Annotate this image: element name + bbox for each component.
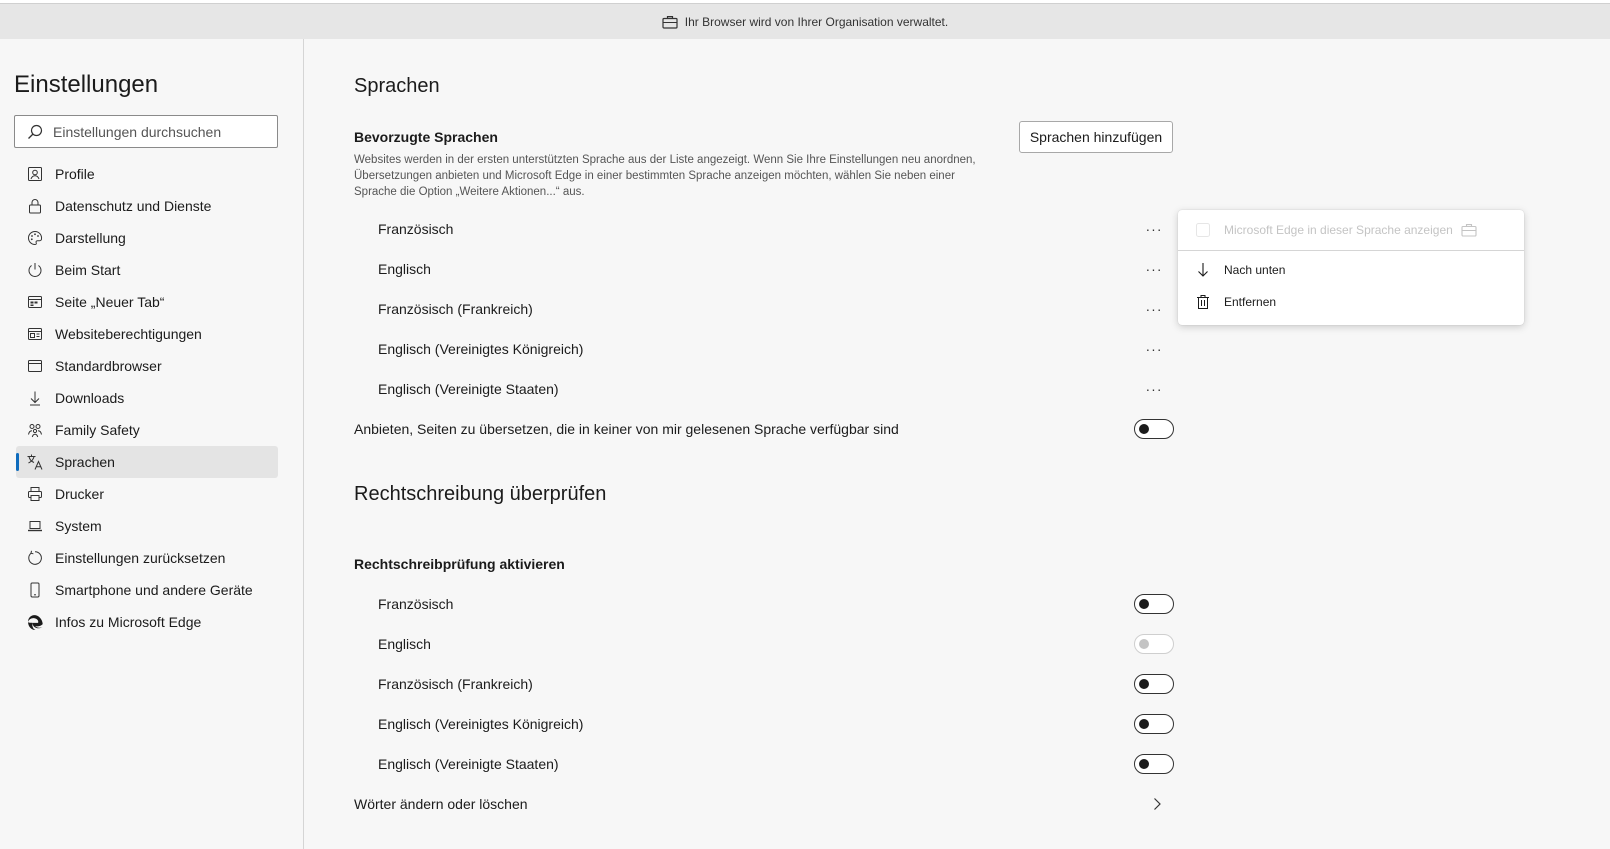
sidebar-item-label: Beim Start (55, 262, 121, 278)
spellcheck-language-row (378, 584, 1174, 624)
arrow-down-icon (1194, 262, 1212, 278)
sidebar-item-about[interactable] (16, 606, 278, 638)
edge-logo-icon (26, 613, 44, 631)
profile-icon (26, 165, 44, 183)
managed-banner-text: Ihr Browser wird von Ihrer Organisation verwaltet. (684, 14, 949, 29)
sidebar-item-label: Einstellungen zurücksetzen (55, 550, 226, 566)
preferred-languages-title: Bevorzugte Sprachen (354, 129, 498, 145)
language-label: Französisch (378, 221, 454, 237)
spellcheck-language-row (378, 624, 1174, 664)
more-actions-button[interactable]: ··· (1145, 301, 1163, 317)
sidebar-item-privacy[interactable] (16, 190, 278, 222)
sidebar-item-new-tab[interactable] (16, 286, 278, 318)
search-icon (27, 124, 43, 140)
languages-heading: Sprachen (354, 75, 440, 97)
preferred-language-row (378, 249, 1174, 289)
spellcheck-toggle[interactable] (1134, 674, 1174, 694)
more-actions-button[interactable]: ··· (1145, 341, 1163, 357)
sidebar-item-appearance[interactable] (16, 222, 278, 254)
sidebar-item-printers[interactable] (16, 478, 278, 510)
palette-icon (26, 229, 44, 247)
sidebar-item-label: System (55, 518, 102, 534)
site-permissions-icon (26, 325, 44, 343)
settings-sidebar (0, 39, 304, 849)
family-icon (26, 421, 44, 439)
language-label: Französisch (Frankreich) (378, 676, 533, 692)
more-actions-button[interactable]: ··· (1145, 221, 1163, 237)
printer-icon (26, 485, 44, 503)
preferred-language-row (378, 209, 1174, 249)
menu-item-move-down[interactable] (1178, 254, 1524, 286)
menu-item-label: Microsoft Edge in dieser Sprache anzeigen (1224, 223, 1453, 237)
spellcheck-language-row (378, 744, 1174, 784)
sidebar-item-start[interactable] (16, 254, 278, 286)
add-languages-button[interactable]: Sprachen hinzufügen (1019, 121, 1173, 153)
power-icon (26, 261, 44, 279)
sidebar-item-label: Downloads (55, 390, 125, 406)
spellcheck-enable-row (354, 544, 1174, 584)
language-label: Englisch (Vereinigtes Königreich) (378, 341, 584, 357)
preferred-language-row (378, 329, 1174, 369)
menu-separator (1178, 250, 1524, 251)
sidebar-item-label: Sprachen (55, 454, 115, 470)
browser-icon (26, 357, 44, 375)
menu-item-label: Entfernen (1224, 295, 1277, 309)
edit-words-row[interactable] (354, 784, 1174, 824)
sidebar-item-label: Infos zu Microsoft Edge (55, 614, 202, 630)
phone-icon (26, 581, 44, 599)
more-actions-button[interactable]: ··· (1145, 381, 1163, 397)
language-label: Französisch (378, 596, 454, 612)
checkbox-icon (1194, 222, 1212, 238)
download-icon (26, 389, 44, 407)
menu-item-label: Nach unten (1224, 263, 1286, 277)
sidebar-item-label: Profile (55, 166, 95, 182)
settings-nav (16, 158, 278, 638)
sidebar-item-phone[interactable] (16, 574, 278, 606)
languages-icon (26, 453, 44, 471)
spellcheck-toggle[interactable] (1134, 714, 1174, 734)
language-label: Englisch (Vereinigte Staaten) (378, 381, 559, 397)
sidebar-item-label: Datenschutz und Dienste (55, 198, 212, 214)
sidebar-item-label: Standardbrowser (55, 358, 162, 374)
new-tab-icon (26, 293, 44, 311)
preferred-language-row (378, 369, 1174, 409)
sidebar-item-site-permissions[interactable] (16, 318, 278, 350)
sidebar-item-reset[interactable] (16, 542, 278, 574)
language-label: Englisch (378, 636, 431, 652)
reset-icon (26, 549, 44, 567)
sidebar-item-downloads[interactable] (16, 382, 278, 414)
spellcheck-language-row (378, 664, 1174, 704)
briefcase-icon (1461, 223, 1477, 237)
spellcheck-language-row (378, 704, 1174, 744)
preferred-language-row (378, 289, 1174, 329)
settings-search-box[interactable] (14, 115, 278, 148)
spellcheck-heading: Rechtschreibung überprüfen (354, 483, 607, 505)
edit-words-label: Wörter ändern oder löschen (354, 796, 528, 812)
lock-icon (26, 197, 44, 215)
managed-banner (0, 3, 1610, 39)
trash-icon (1194, 294, 1212, 310)
spellcheck-enable-label: Rechtschreibprüfung aktivieren (354, 556, 565, 572)
spellcheck-toggle (1134, 634, 1174, 654)
preferred-languages-description: Websites werden in der ersten unterstützten Sprache aus der Liste angezeigt. Wenn Sie Ihre Einstellungen neu anordnen, Übersetzungen anbieten und Microsoft Edge in einer bestimmten Sprache anzeigen möchten, wählen Sie neben einer Sprache die Option „Weitere Aktionen...“ aus. (354, 154, 976, 198)
laptop-icon (26, 517, 44, 535)
spellcheck-toggle[interactable] (1134, 594, 1174, 614)
sidebar-item-profile[interactable] (16, 158, 278, 190)
briefcase-icon (662, 15, 678, 29)
sidebar-title: Einstellungen (14, 71, 159, 98)
offer-translate-label: Anbieten, Seiten zu übersetzen, die in keiner von mir gelesenen Sprache verfügbar sind (354, 421, 899, 437)
sidebar-item-label: Darstellung (55, 230, 126, 246)
offer-translate-row (354, 409, 1174, 449)
menu-item-remove[interactable] (1178, 286, 1524, 318)
language-context-menu (1178, 210, 1524, 325)
sidebar-item-system[interactable] (16, 510, 278, 542)
sidebar-item-label: Drucker (55, 486, 105, 502)
language-label: Englisch (Vereinigte Staaten) (378, 756, 559, 772)
spellcheck-toggle[interactable] (1134, 754, 1174, 774)
sidebar-item-label: Seite „Neuer Tab“ (55, 294, 165, 310)
sidebar-item-family-safety[interactable] (16, 414, 278, 446)
sidebar-item-label: Smartphone und andere Geräte (55, 582, 253, 598)
sidebar-item-label: Websiteberechtigungen (55, 326, 202, 342)
sidebar-item-label: Family Safety (55, 422, 140, 438)
language-label: Englisch (378, 261, 431, 277)
sidebar-item-default-browser[interactable] (16, 350, 278, 382)
chevron-right-icon (1152, 797, 1162, 811)
more-actions-button[interactable]: ··· (1145, 261, 1163, 277)
settings-search-input[interactable] (53, 124, 273, 140)
language-label: Französisch (Frankreich) (378, 301, 533, 317)
sidebar-item-languages[interactable] (16, 446, 278, 478)
language-label: Englisch (Vereinigtes Königreich) (378, 716, 584, 732)
menu-item-show-edge-in-language (1178, 210, 1524, 250)
offer-translate-toggle[interactable] (1134, 419, 1174, 439)
